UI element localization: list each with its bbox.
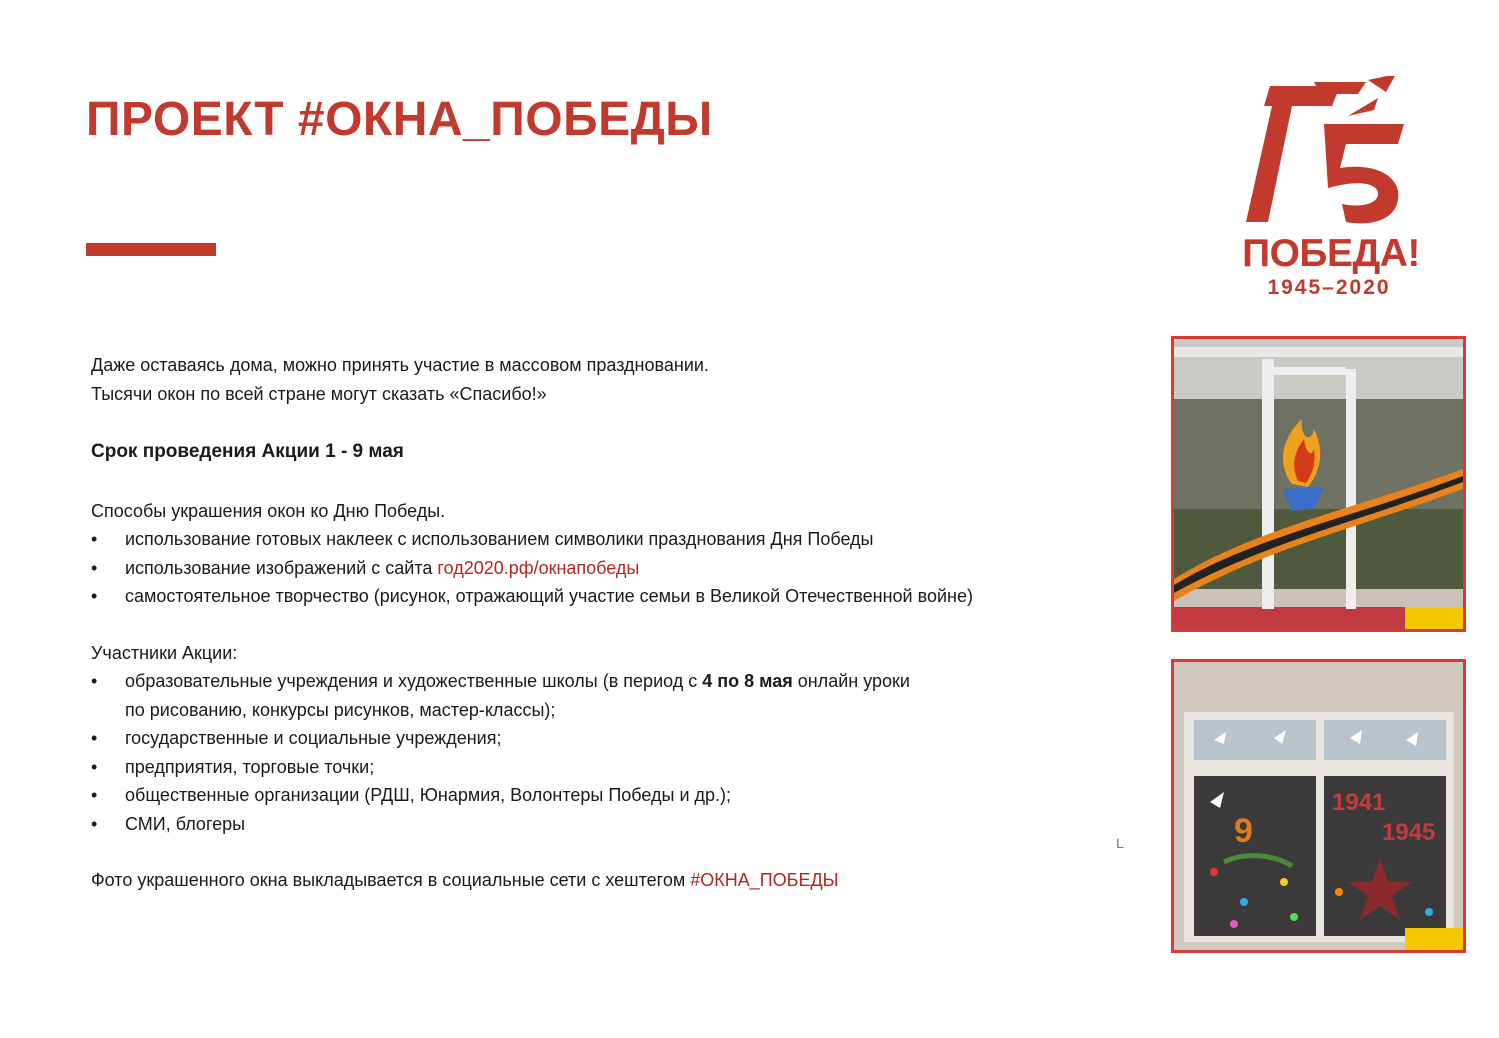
year-1945-label: 1945 [1382, 819, 1436, 846]
period-text: Срок проведения Акции 1 - 9 мая [91, 441, 404, 462]
corner-accent [1405, 928, 1463, 950]
year-1941-label: 1941 [1332, 789, 1386, 816]
corner-accent [1405, 607, 1463, 629]
nine-label: 9 [1234, 812, 1253, 850]
list-item: • самостоятельное творчество (рисунок, отражающий участие семьи в Великой Отечественной войне) [91, 582, 1111, 611]
participants-list [91, 667, 1111, 838]
intro-line-1: Даже оставаясь дома, можно принять участие в массовом праздновании. [91, 355, 709, 375]
photo-window-flame [1171, 336, 1466, 632]
list-item: • государственные и социальные учреждения; [91, 724, 1111, 753]
intro-line-2: Тысячи окон по всей стране могут сказать «Спасибо!» [91, 383, 547, 404]
site-link[interactable]: год2020.рф/окнапобеды [437, 557, 640, 578]
methods-heading: Способы украшения окон ко Дню Победы. [91, 500, 446, 521]
main-text [91, 351, 1111, 895]
list-item: • общественные организации (РДШ, Юнармия, Волонтеры Победы и др.); [91, 781, 1111, 810]
logo-pobeda-text: ПОБЕДА! [1242, 232, 1420, 275]
list-item: • предприятия, торговые точки; [91, 753, 1111, 782]
logo-years: 1945–2020 [1267, 276, 1391, 299]
page-title: ПРОЕКТ #ОКНА_ПОБЕДЫ [86, 93, 713, 146]
title-underline [86, 243, 216, 256]
footer-text: Фото украшенного окна выкладывается в социальные сети с хештегом #ОКНА_ПОБЕДЫ [91, 870, 839, 890]
list-item: • использование изображений с сайта год2020.рф/окнапобеды [91, 554, 1111, 583]
photo-window-1941-1945 [1171, 659, 1466, 953]
methods-list [91, 525, 1111, 611]
participants-heading: Участники Акции: [91, 642, 238, 663]
list-item: • СМИ, блогеры [91, 810, 1111, 839]
hashtag: #ОКНА_ПОБЕДЫ [690, 870, 839, 890]
stray-mark: L [1116, 835, 1124, 851]
list-item: • образовательные учреждения и художественные школы (в период с 4 по 8 мая онлайн уроки по рисованию, конкурсы рисунков, мастер-классы); [91, 667, 1111, 724]
list-item: • использование готовых наклеек с использованием символики празднования Дня Победы [91, 525, 1111, 554]
